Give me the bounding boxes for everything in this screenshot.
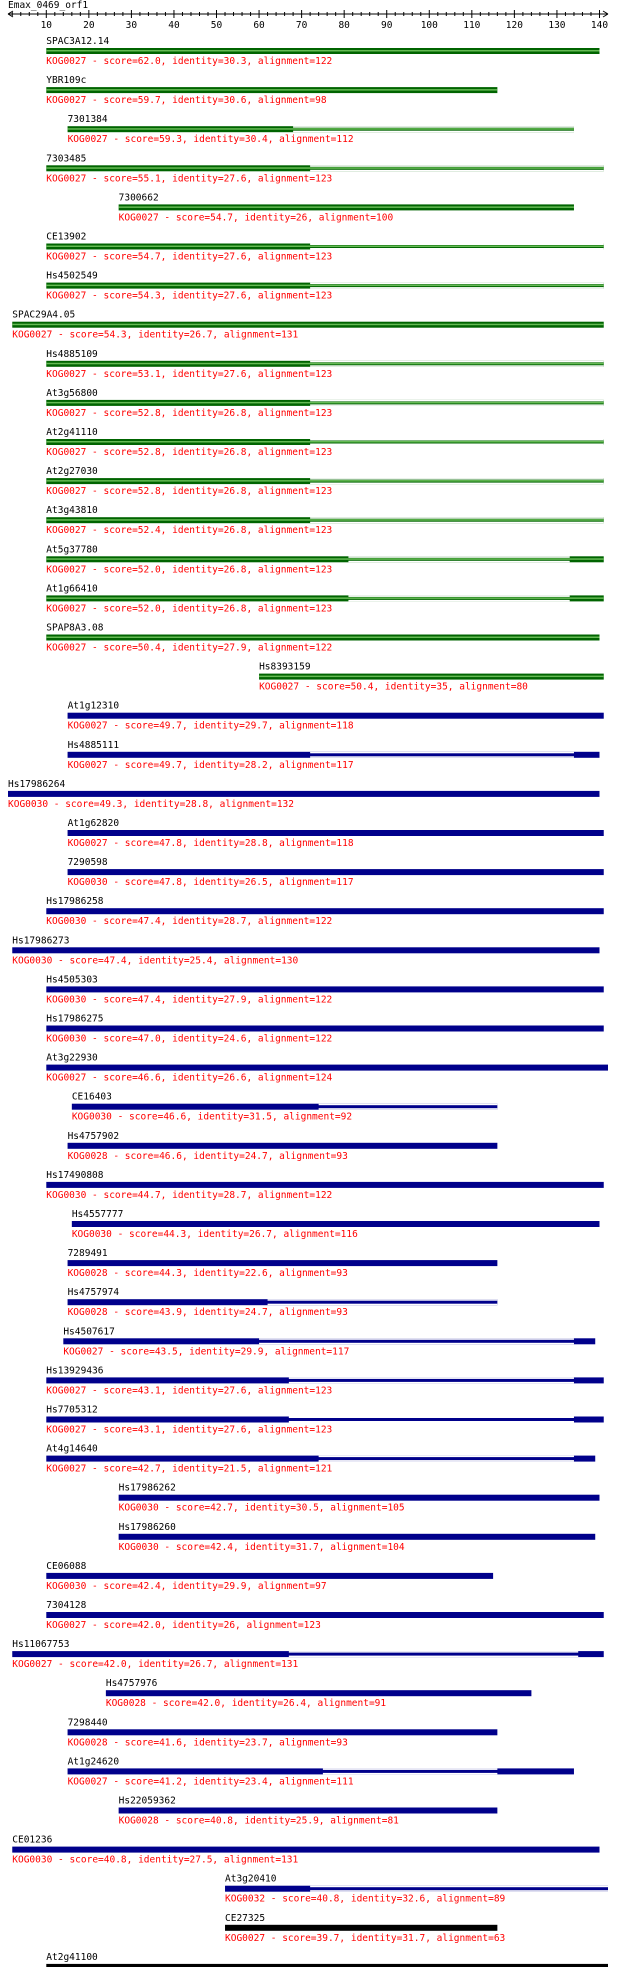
hit-description[interactable]: KOG0027 - score=43.5, identity=29.9, alignment=117 [63, 1346, 350, 1358]
hit-bar[interactable] [12, 947, 599, 953]
ruler-tick-label: 20 [83, 20, 95, 31]
hit-bar[interactable] [68, 869, 604, 875]
hit-description[interactable]: KOG0027 - score=41.2, identity=23.4, alignment=111 [67, 1776, 354, 1788]
ruler-tick-label: 10 [40, 20, 53, 31]
hit-bar[interactable] [46, 1573, 493, 1579]
hit-description[interactable]: KOG0027 - score=52.4, identity=26.8, alignment=123 [46, 525, 333, 537]
hit-name[interactable]: CE27325 [225, 1912, 266, 1924]
hit-bar-segment-gap [310, 522, 604, 524]
hit-bar-segment-gap [310, 752, 574, 754]
hit-row [46, 232, 603, 263]
hit-row [46, 1952, 608, 1967]
hit-bar-segment-gap [310, 439, 604, 441]
hit-bar-segment-gap [259, 1343, 574, 1345]
hit-row [46, 505, 603, 536]
hit-row [68, 701, 604, 732]
hit-description[interactable]: KOG0030 - score=42.7, identity=30.5, alignment=105 [118, 1502, 405, 1514]
hit-description[interactable]: KOG0027 - score=55.1, identity=27.6, alignment=123 [46, 173, 333, 185]
hit-bar-highlight [46, 441, 603, 443]
hit-row [68, 1756, 574, 1787]
hit-row [46, 427, 603, 458]
hit-description[interactable]: KOG0027 - score=54.3, identity=26.7, alignment=131 [12, 329, 299, 341]
hit-description[interactable]: KOG0027 - score=42.0, identity=26.7, alignment=131 [12, 1659, 299, 1671]
hit-name[interactable]: SPAC29A4.05 [12, 309, 76, 321]
hit-description[interactable]: KOG0027 - score=52.0, identity=26.8, alignment=123 [46, 564, 333, 576]
ruler-tick-label: 30 [125, 20, 138, 31]
hit-description[interactable]: KOG0027 - score=52.0, identity=26.8, alignment=123 [46, 603, 333, 615]
hit-name[interactable]: 7298440 [67, 1717, 108, 1729]
hit-description[interactable]: KOG0028 - score=46.6, identity=24.7, alignment=93 [67, 1150, 348, 1162]
hit-name[interactable]: 7301384 [67, 114, 108, 126]
hit-name[interactable]: At2g41110 [46, 427, 98, 438]
hit-description[interactable]: KOG0028 - score=43.9, identity=24.7, alignment=93 [67, 1307, 348, 1319]
hit-bar[interactable] [46, 986, 603, 992]
hit-name[interactable]: Hs7705312 [46, 1404, 98, 1416]
hit-row [72, 1209, 600, 1240]
hit-row [46, 388, 603, 419]
ruler-tick-label: 110 [463, 20, 481, 31]
hit-description[interactable]: KOG0027 - score=50.4, identity=27.9, alignment=122 [46, 642, 333, 654]
hit-bar-segment-gap [319, 1460, 574, 1462]
hit-name[interactable]: Hs17490808 [46, 1169, 104, 1181]
hit-description[interactable]: KOG0027 - score=53.1, identity=27.6, alignment=123 [46, 368, 333, 380]
hit-row [63, 1326, 595, 1357]
hit-name[interactable]: Hs13929436 [46, 1365, 104, 1377]
hit-bar-segment-gap [310, 483, 604, 485]
hit-row [68, 1717, 498, 1748]
hit-bar-highlight [46, 89, 497, 91]
hit-bar[interactable] [68, 1729, 498, 1735]
ruler-tick-label: 100 [420, 20, 438, 31]
hit-bar[interactable] [225, 1925, 497, 1931]
hit-description[interactable]: KOG0030 - score=42.4, identity=29.9, alignment=97 [46, 1580, 327, 1592]
hit-name[interactable]: Hs11067753 [12, 1639, 70, 1651]
hit-list [8, 36, 608, 1967]
hit-row [46, 974, 603, 1005]
hit-bar-highlight [46, 480, 603, 482]
ruler-tick-label: 120 [505, 20, 523, 31]
hit-description[interactable]: KOG0027 - score=54.3, identity=27.6, alignment=123 [46, 290, 333, 302]
hit-bar-segment-gap [268, 1304, 498, 1306]
hit-bar-highlight [46, 167, 603, 169]
hit-row [46, 466, 603, 497]
hit-name[interactable]: 7303485 [46, 153, 87, 165]
hit-bar[interactable] [119, 1495, 600, 1501]
hit-row [46, 153, 603, 184]
hit-name[interactable]: 7300662 [118, 192, 159, 204]
hit-bar-segment-gap [323, 1768, 497, 1770]
hit-name[interactable]: Hs4885109 [46, 348, 98, 360]
hit-description[interactable]: KOG0030 - score=46.6, identity=31.5, alignment=92 [71, 1111, 353, 1123]
hit-description[interactable]: KOG0027 - score=49.7, identity=29.7, alignment=118 [67, 720, 354, 732]
hit-bar-highlight [46, 246, 603, 248]
hit-row [46, 544, 603, 575]
hit-bar-segment-gap [310, 1890, 608, 1892]
hit-description[interactable]: KOG0032 - score=40.8, identity=32.6, alignment=89 [225, 1893, 506, 1905]
hit-bar-segment-gap [310, 444, 604, 446]
hit-description[interactable]: KOG0030 - score=47.0, identity=24.6, alignment=122 [46, 1033, 333, 1045]
hit-row [72, 1092, 498, 1123]
hit-description[interactable]: KOG0027 - score=52.8, identity=26.8, alignment=123 [46, 407, 333, 419]
hit-name[interactable]: Hs4885111 [67, 739, 120, 751]
hit-description[interactable]: KOG0030 - score=42.4, identity=31.7, alignment=104 [118, 1541, 405, 1553]
hit-name[interactable]: Hs17986262 [118, 1482, 176, 1494]
hit-name[interactable]: 7289491 [67, 1248, 108, 1260]
hit-description[interactable]: KOG0027 - score=43.1, identity=27.6, alignment=123 [46, 1385, 333, 1397]
hit-description[interactable]: KOG0027 - score=62.0, identity=30.3, alignment=122 [46, 56, 333, 67]
hit-row [46, 623, 599, 654]
hit-bar-segment-gap [348, 595, 569, 597]
hit-bar-highlight [46, 519, 603, 521]
hit-row [225, 1913, 505, 1944]
hit-description[interactable]: KOG0027 - score=54.7, identity=26, alignment=100 [118, 212, 394, 224]
hit-description[interactable]: KOG0027 - score=50.4, identity=35, alignment=80 [259, 681, 528, 693]
hit-name[interactable]: At4g14640 [46, 1443, 98, 1455]
hit-bar-segment-gap [268, 1299, 498, 1301]
hit-description[interactable]: KOG0027 - score=39.7, identity=31.7, alignment=63 [225, 1932, 506, 1944]
hit-bar[interactable] [68, 1143, 498, 1149]
hit-bar[interactable] [46, 1065, 608, 1071]
hit-bar-segment-gap [289, 1656, 578, 1658]
hit-row [46, 36, 599, 67]
hit-bar-segment-gap [310, 365, 604, 367]
hit-bar[interactable] [68, 1768, 574, 1774]
hit-row [46, 1365, 603, 1396]
hit-row [46, 1600, 603, 1631]
hit-row [12, 1835, 599, 1866]
hit-row [46, 1053, 608, 1084]
hit-bar-segment-gap [310, 248, 604, 250]
hit-description[interactable]: KOG0030 - score=47.8, identity=26.5, alignment=117 [67, 877, 354, 889]
ruler-tick-label: 90 [380, 20, 393, 31]
hit-bar-segment-gap [293, 126, 574, 128]
hit-bar-segment-gap [310, 756, 574, 758]
hit-name[interactable]: At1g62820 [67, 818, 120, 829]
hit-name[interactable]: Hs17986273 [12, 935, 70, 947]
hit-name[interactable]: Hs8393159 [259, 661, 311, 673]
hit-name[interactable]: Hs4757902 [67, 1130, 120, 1142]
hit-description[interactable]: KOG0028 - score=44.3, identity=22.6, alignment=93 [67, 1268, 348, 1280]
hit-bar[interactable] [46, 1612, 603, 1618]
hit-description[interactable]: KOG0027 - score=42.7, identity=21.5, alignment=121 [46, 1463, 333, 1475]
hit-name[interactable]: At1g24620 [67, 1756, 120, 1768]
hit-bar-segment-gap [310, 404, 604, 406]
hit-bar-segment-gap [310, 478, 604, 480]
hit-bar-segment-gap [310, 283, 604, 285]
hit-name[interactable]: At3g43810 [46, 505, 98, 517]
hit-bar-segment-gap [289, 1421, 574, 1423]
hit-bar[interactable] [46, 1026, 603, 1032]
hit-bar-segment-gap [348, 556, 569, 558]
ruler-tick-label: 130 [548, 20, 566, 31]
hit-description[interactable]: KOG0030 - score=47.4, identity=28.7, alignment=122 [46, 916, 333, 928]
hit-row [106, 1678, 532, 1709]
hit-name[interactable]: At3g20410 [225, 1873, 277, 1885]
hit-bar-segment-gap [310, 287, 604, 289]
hit-description[interactable]: KOG0027 - score=43.1, identity=27.6, alignment=123 [46, 1424, 333, 1436]
hit-bar-highlight [68, 128, 574, 130]
hit-name[interactable]: Hs4757974 [67, 1287, 120, 1299]
hit-row [46, 1014, 603, 1045]
hit-name[interactable]: At3g22930 [46, 1052, 98, 1064]
hit-bar-segment-gap [319, 1108, 498, 1110]
hit-bar-highlight [259, 676, 604, 678]
sequence-ruler [8, 10, 608, 31]
hit-bar-highlight [46, 50, 599, 52]
hit-row [119, 1483, 600, 1514]
hit-description[interactable]: KOG0028 - score=42.0, identity=26.4, alignment=91 [105, 1698, 387, 1710]
hit-row [68, 1248, 498, 1279]
hit-name[interactable]: Hs4502549 [46, 270, 98, 282]
hit-bar[interactable] [68, 1260, 498, 1266]
hit-name[interactable]: At2g41100 [46, 1951, 98, 1963]
hit-name[interactable]: CE01236 [12, 1834, 53, 1846]
hit-bar-highlight [46, 597, 603, 599]
ruler-tick-label: 60 [253, 20, 265, 31]
ruler-tick-label: 80 [338, 20, 350, 31]
hit-description[interactable]: KOG0027 - score=52.8, identity=26.8, alignment=123 [46, 447, 333, 458]
hit-name[interactable]: CE16403 [71, 1091, 112, 1103]
hit-bar[interactable] [68, 830, 604, 836]
query-title: Emax_0469_orf1 [8, 0, 89, 11]
hit-bar-segment-gap [289, 1377, 574, 1379]
hit-description[interactable]: KOG0027 - score=59.3, identity=30.4, alignment=112 [67, 134, 354, 146]
hit-row [68, 740, 600, 771]
hit-row [46, 349, 603, 380]
hit-bar[interactable] [119, 1534, 596, 1540]
hit-name[interactable]: At3g56800 [46, 387, 98, 399]
hit-row [46, 896, 603, 927]
hit-bar-segment-gap [293, 131, 574, 133]
hit-name[interactable]: Hs4757976 [105, 1678, 158, 1690]
hit-bar-segment-gap [310, 517, 604, 519]
hit-name[interactable]: 7304128 [46, 1600, 87, 1611]
hit-row [68, 1131, 498, 1162]
hit-row [12, 310, 603, 341]
hit-bar-segment-gap [310, 400, 604, 402]
hit-row [12, 935, 599, 966]
hit-bar-segment-gap [319, 1456, 574, 1458]
ruler-tick-label: 140 [590, 20, 609, 31]
hit-row [68, 857, 604, 888]
hit-bar-segment-gap [323, 1773, 497, 1775]
ruler-tick-label: 70 [295, 20, 308, 31]
hit-description[interactable]: KOG0030 - score=47.4, identity=25.4, alignment=130 [12, 955, 299, 967]
hit-row [8, 779, 599, 810]
hit-description[interactable]: KOG0027 - score=47.8, identity=28.8, alignment=118 [67, 838, 354, 849]
hit-row [259, 662, 604, 693]
hit-row [46, 1444, 595, 1475]
hit-name[interactable]: YBR109c [46, 75, 87, 87]
hit-bar-highlight [119, 206, 574, 208]
hit-bar-segment-gap [289, 1651, 578, 1653]
hit-row [68, 1287, 498, 1318]
hit-name[interactable]: Hs4505303 [46, 974, 98, 986]
hit-bar-segment-gap [348, 600, 569, 602]
hit-description[interactable]: KOG0027 - score=46.6, identity=26.6, alignment=124 [46, 1072, 333, 1084]
hit-description[interactable]: KOG0027 - score=54.7, identity=27.6, alignment=123 [46, 251, 333, 263]
hit-row [68, 818, 604, 849]
hit-row [46, 1170, 603, 1201]
hit-description[interactable]: KOG0027 - score=52.8, identity=26.8, alignment=123 [46, 486, 333, 498]
hit-name[interactable]: At2g27030 [46, 466, 98, 478]
hit-name[interactable]: CE06088 [46, 1560, 87, 1572]
hit-name[interactable]: Hs17986258 [46, 896, 104, 908]
hit-name[interactable]: SPAP8A3.08 [46, 622, 104, 634]
hit-row [46, 583, 603, 614]
hit-bar-segment-gap [310, 244, 604, 246]
hit-name[interactable]: Hs17986264 [8, 778, 66, 790]
hit-name[interactable]: Hs4507617 [63, 1326, 115, 1338]
hit-bar-segment-gap [310, 170, 604, 172]
hit-bar-segment-gap [259, 1338, 574, 1340]
hit-bar[interactable] [46, 908, 603, 914]
hit-description[interactable]: KOG0027 - score=49.7, identity=28.2, alignment=117 [67, 759, 354, 771]
hit-description[interactable]: KOG0030 - score=47.4, identity=27.9, alignment=122 [46, 994, 333, 1006]
hit-description[interactable]: KOG0030 - score=49.3, identity=28.8, alignment=132 [8, 798, 294, 810]
hit-bar[interactable] [68, 713, 604, 719]
hit-row [12, 1639, 603, 1670]
hit-description[interactable]: KOG0030 - score=44.7, identity=28.7, alignment=122 [46, 1189, 333, 1201]
hit-description[interactable]: KOG0030 - score=44.3, identity=26.7, alignment=116 [71, 1229, 358, 1240]
hit-name[interactable]: SPAC3A12.14 [46, 36, 110, 47]
hit-description[interactable]: KOG0028 - score=40.8, identity=25.9, alignment=81 [118, 1815, 399, 1827]
hit-bar-highlight [12, 324, 603, 326]
hit-name[interactable]: Hs17986275 [46, 1013, 104, 1025]
hit-bar[interactable] [119, 1808, 498, 1814]
hit-row [68, 114, 574, 145]
hit-row [46, 271, 603, 302]
hit-name[interactable]: Hs22059362 [118, 1795, 176, 1807]
hit-bar-highlight [46, 558, 603, 560]
hit-bar-segment-gap [289, 1417, 574, 1419]
hit-bar-highlight [46, 637, 599, 639]
hit-bar-segment-gap [289, 1382, 574, 1384]
hit-bar-highlight [46, 402, 603, 404]
hit-bar[interactable] [12, 1847, 599, 1853]
hit-bar-segment-gap [310, 1886, 608, 1888]
hit-row [119, 1796, 498, 1827]
ruler-tick-label: 50 [210, 20, 223, 31]
hit-bar[interactable] [46, 1182, 603, 1188]
hit-row [225, 1874, 608, 1905]
hit-row [119, 192, 574, 223]
hit-description[interactable]: KOG0027 - score=59.7, identity=30.6, alignment=98 [46, 95, 327, 107]
hit-description[interactable]: KOG0027 - score=42.0, identity=26, alignment=123 [46, 1620, 321, 1631]
hit-bar[interactable] [8, 791, 599, 797]
hit-bar-segment-gap [348, 561, 569, 563]
hit-description[interactable]: KOG0028 - score=41.6, identity=23.7, alignment=93 [67, 1737, 348, 1749]
hit-row [46, 1405, 603, 1436]
hit-name[interactable]: Hs4557777 [71, 1209, 124, 1220]
hit-name[interactable]: 7290598 [67, 857, 108, 869]
hit-row [46, 1561, 493, 1592]
hit-row [119, 1522, 596, 1553]
hit-name[interactable]: CE13902 [46, 231, 87, 243]
hit-name[interactable]: Hs17986260 [118, 1521, 176, 1533]
hit-name[interactable]: At1g12310 [67, 700, 120, 712]
hit-name[interactable]: At5g37780 [46, 544, 98, 556]
hit-bar[interactable] [72, 1221, 600, 1227]
hit-bar-highlight [46, 363, 603, 365]
hit-bar-segment-gap [319, 1104, 498, 1106]
hit-bar-highlight [46, 285, 603, 287]
hit-bar-segment-gap [310, 165, 604, 167]
hit-bar-segment-gap [310, 361, 604, 363]
hit-bar[interactable] [106, 1690, 532, 1696]
hit-row [46, 75, 497, 106]
hit-name[interactable]: At1g66410 [46, 583, 98, 595]
ruler-tick-label: 40 [168, 20, 180, 31]
hit-description[interactable]: KOG0030 - score=40.8, identity=27.5, alignment=131 [12, 1854, 299, 1866]
